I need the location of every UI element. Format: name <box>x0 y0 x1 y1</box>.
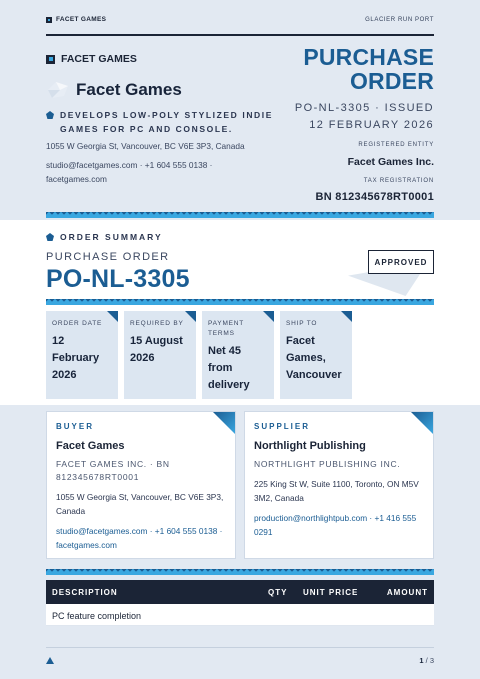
page-separator: / <box>425 656 428 665</box>
top-location: GLACIER RUN PORT <box>365 17 434 23</box>
company-address: 1055 W Georgia St, Vancouver, BC V6E 3P3, Canada <box>46 141 245 151</box>
facet-logo-icon <box>46 80 70 100</box>
zigzag-divider <box>46 299 434 305</box>
zigzag-divider <box>46 212 434 218</box>
supplier-address: 225 King St W, Suite 1100, Toronto, ON M5V 3M2, Canada <box>254 479 419 503</box>
supplier-card <box>244 411 434 559</box>
title-line-2: ORDER <box>349 68 434 94</box>
po-label: PURCHASE ORDER <box>46 251 170 263</box>
col-unit-price: UNIT PRICE <box>303 588 359 597</box>
document-meta <box>295 100 434 134</box>
card-label: ORDER DATE <box>52 320 103 327</box>
page-current: 1 <box>419 656 424 665</box>
po-number: PO-NL-3305 <box>46 265 190 293</box>
tagline-text: DEVELOPS LOW-POLY STYLIZED INDIE GAMES FOR PC AND CONSOLE. <box>60 110 274 134</box>
col-description: DESCRIPTION <box>52 588 118 597</box>
supplier-contact: production@northlightpub.com · +1 416 555 0291 <box>254 513 417 537</box>
company-tagline <box>46 108 286 136</box>
summary-heading <box>46 232 163 242</box>
card-value: 15 August 2026 <box>130 335 183 364</box>
buyer-address: 1055 W Georgia St, Vancouver, BC V6E 3P3, Canada <box>56 492 224 516</box>
card-payment-terms <box>202 311 274 399</box>
buyer-name: Facet Games <box>56 440 125 452</box>
supplier-legal: NORTHLIGHT PUBLISHING INC. <box>254 459 401 469</box>
card-required-by <box>124 311 196 399</box>
pentagon-icon <box>46 233 54 241</box>
card-ship-to <box>280 311 352 399</box>
zigzag-divider <box>46 569 434 575</box>
pentagon-icon <box>46 111 54 119</box>
card-order-date <box>46 311 118 399</box>
col-qty: QTY <box>268 588 288 597</box>
tax-label: TAX REGISTRATION <box>363 178 434 184</box>
company-brand-small <box>46 53 137 65</box>
logo-mark-icon <box>46 17 52 23</box>
top-brand-label: FACET GAMES <box>56 16 107 23</box>
document-number-issued: PO-NL-3305 · ISSUED <box>294 102 434 114</box>
logo-mark-icon <box>46 55 55 64</box>
title-line-1: PURCHASE <box>303 44 434 70</box>
buyer-contact: studio@facetgames.com · +1 604 555 0138 · facetgames.com <box>56 526 223 550</box>
registered-name: Facet Games Inc. <box>347 156 434 168</box>
buyer-tag: BUYER <box>56 422 95 431</box>
top-brand <box>46 16 106 23</box>
summary-cards <box>46 311 352 399</box>
document-title <box>303 45 434 93</box>
footer-rule <box>46 647 434 648</box>
table-row <box>46 604 434 626</box>
card-value: Facet Games, Vancouver <box>286 335 342 381</box>
summary-heading-text: ORDER SUMMARY <box>60 232 163 242</box>
header-rule <box>46 34 434 36</box>
card-label: PAYMENT TERMS <box>208 320 244 337</box>
supplier-tag: SUPPLIER <box>254 422 311 431</box>
tax-number: BN 812345678RT0001 <box>315 191 434 203</box>
card-label: REQUIRED BY <box>130 320 184 327</box>
card-value: Net 45 from delivery <box>208 345 250 391</box>
company-name: Facet Games <box>76 80 182 99</box>
company-name-small: FACET GAMES <box>61 53 137 65</box>
row-description: PC feature completion <box>52 611 142 621</box>
col-amount: AMOUNT <box>386 588 428 597</box>
registered-label: REGISTERED ENTITY <box>358 142 434 148</box>
company-contact: studio@facetgames.com · +1 604 555 0138 · facetgames.com <box>46 160 213 184</box>
page-total: 3 <box>429 656 434 665</box>
company-brand <box>46 80 182 100</box>
card-label: SHIP TO <box>286 320 318 327</box>
buyer-card <box>46 411 236 559</box>
supplier-name: Northlight Publishing <box>254 440 366 452</box>
status-badge: APPROVED <box>368 250 434 274</box>
buyer-legal: FACET GAMES INC. · BN 812345678RT0001 <box>56 459 170 482</box>
table-header <box>46 580 434 604</box>
triangle-icon <box>46 657 54 664</box>
document-date: 12 FEBRUARY 2026 <box>309 119 434 131</box>
page-number <box>419 656 434 665</box>
card-value: 12 February 2026 <box>52 335 100 381</box>
